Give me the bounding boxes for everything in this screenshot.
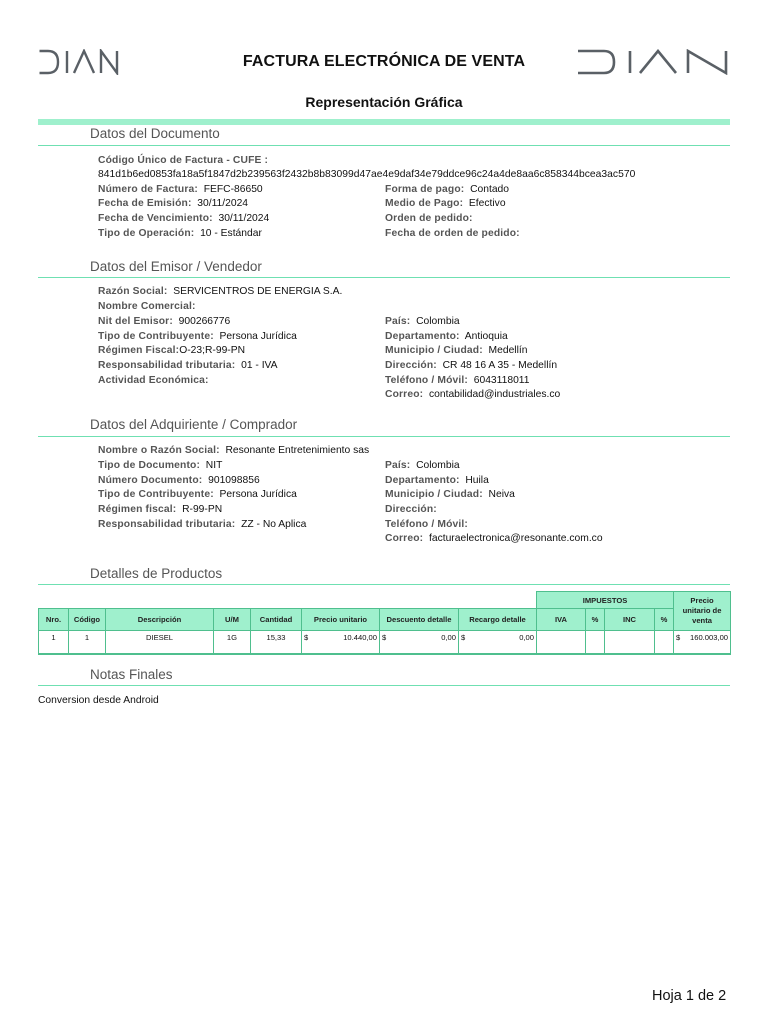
table-row bbox=[39, 631, 731, 644]
header-precio-venta: Precio unitario de venta bbox=[674, 592, 731, 631]
fecha-vencimiento: Fecha de Vencimiento: 30/11/2024 bbox=[98, 213, 270, 224]
col-header-descuento: Descuento detalle bbox=[380, 609, 459, 631]
orden-pedido: Orden de pedido: bbox=[385, 213, 473, 224]
fecha-orden-pedido: Fecha de orden de pedido: bbox=[385, 228, 520, 239]
emisor-municipio: Municipio / Ciudad: Medellín bbox=[385, 345, 528, 356]
col-header-cantidad: Cantidad bbox=[251, 609, 302, 631]
adquiriente-tipo-documento: Tipo de Documento: NIT bbox=[98, 460, 223, 471]
forma-pago: Forma de pago: Contado bbox=[385, 184, 510, 195]
cell-precio-venta: $ 160.003,00 bbox=[674, 631, 731, 644]
emisor-nit: Nit del Emisor: 900266776 bbox=[98, 316, 231, 327]
section-rule bbox=[38, 277, 730, 278]
section-rule bbox=[38, 685, 730, 686]
adquiriente-telefono: Teléfono / Móvil: bbox=[385, 519, 469, 530]
adquiriente-tipo-contribuyente: Tipo de Contribuyente: Persona Jurídica bbox=[98, 489, 297, 500]
col-header-iva: IVA bbox=[537, 609, 586, 631]
col-header-nro: Nro. bbox=[39, 609, 69, 631]
emisor-responsabilidad: Responsabilidad tributaria: 01 - IVA bbox=[98, 360, 278, 371]
cell-um: 1G bbox=[214, 631, 251, 644]
col-header-um: U/M bbox=[214, 609, 251, 631]
section-band bbox=[38, 119, 730, 125]
emisor-actividad: Actividad Económica: bbox=[98, 375, 209, 386]
products-table bbox=[38, 591, 731, 655]
cufe-label: Código Único de Factura - CUFE : bbox=[98, 155, 269, 166]
cell-inc bbox=[605, 631, 655, 644]
emisor-regimen-fiscal: Régimen Fiscal:O-23;R-99-PN bbox=[98, 345, 246, 356]
adquiriente-direccion: Dirección: bbox=[385, 504, 437, 515]
emisor-direccion: Dirección: CR 48 16 A 35 - Medellín bbox=[385, 360, 558, 371]
emisor-tipo-contribuyente: Tipo de Contribuyente: Persona Jurídica bbox=[98, 331, 297, 342]
adquiriente-correo: Correo: facturaelectronica@resonante.com.co bbox=[385, 533, 603, 544]
section-title-documento: Datos del Documento bbox=[90, 126, 220, 141]
adquiriente-responsabilidad: Responsabilidad tributaria: ZZ - No Aplica bbox=[98, 519, 307, 530]
document-subtitle: Representación Gráfica bbox=[305, 94, 463, 110]
cell-descuento: $ 0,00 bbox=[380, 631, 459, 644]
section-title-emisor: Datos del Emisor / Vendedor bbox=[90, 259, 262, 274]
section-title-productos: Detalles de Productos bbox=[90, 566, 223, 581]
emisor-departamento: Departamento: Antioquia bbox=[385, 331, 508, 342]
section-title-adquiriente: Datos del Adquiriente / Comprador bbox=[90, 417, 298, 432]
cell-nro: 1 bbox=[39, 631, 69, 644]
notes-text: Conversion desde Android bbox=[38, 695, 159, 706]
cell-inc-pct bbox=[655, 631, 674, 644]
medio-pago: Medio de Pago: Efectivo bbox=[385, 198, 506, 209]
adquiriente-municipio: Municipio / Ciudad: Neiva bbox=[385, 489, 515, 500]
emisor-telefono: Teléfono / Móvil: 6043118011 bbox=[385, 375, 530, 386]
col-header-recargo: Recargo detalle bbox=[459, 609, 537, 631]
col-header-inc: INC bbox=[605, 609, 655, 631]
emisor-pais: País: Colombia bbox=[385, 316, 460, 327]
section-title-notas: Notas Finales bbox=[90, 667, 173, 682]
cell-iva-pct bbox=[586, 631, 605, 644]
cufe-value: 841d1b6ed0853fa18a5f1847d2b239563f2432b8b83099d47ae4e9daf34e79ddce96c24a4de8aa6c858344bcea3ac570 bbox=[98, 169, 636, 180]
document-title: FACTURA ELECTRÓNICA DE VENTA bbox=[242, 53, 526, 70]
adquiriente-nombre: Nombre o Razón Social: Resonante Entretenimiento sas bbox=[98, 445, 370, 456]
section-rule bbox=[38, 584, 730, 585]
cell-codigo: 1 bbox=[69, 631, 106, 644]
emisor-nombre-comercial: Nombre Comercial: bbox=[98, 301, 196, 312]
tipo-operacion: Tipo de Operación: 10 - Estándar bbox=[98, 228, 262, 239]
section-rule bbox=[38, 145, 730, 146]
col-header-precio-unitario: Precio unitario bbox=[302, 609, 380, 631]
adquiriente-numero-documento: Número Documento: 901098856 bbox=[98, 475, 260, 486]
emisor-razon-social: Razón Social: SERVICENTROS DE ENERGIA S.A. bbox=[98, 286, 343, 297]
adquiriente-departamento: Departamento: Huila bbox=[385, 475, 489, 486]
fecha-emision: Fecha de Emisión: 30/11/2024 bbox=[98, 198, 249, 209]
emisor-correo: Correo: contabilidad@industriales.co bbox=[385, 389, 561, 400]
col-header-descripcion: Descripción bbox=[106, 609, 214, 631]
numero-factura: Número de Factura: FEFC-86650 bbox=[98, 184, 263, 195]
page-number: Hoja 1 de 2 bbox=[652, 988, 727, 1004]
col-header-inc-pct: % bbox=[655, 609, 674, 631]
col-header-iva-pct: % bbox=[586, 609, 605, 631]
section-rule bbox=[38, 436, 730, 437]
cell-recargo: $ 0,00 bbox=[459, 631, 537, 644]
cell-descripcion: DIESEL bbox=[106, 631, 214, 644]
adquiriente-pais: País: Colombia bbox=[385, 460, 460, 471]
col-header-codigo: Código bbox=[69, 609, 106, 631]
cell-iva bbox=[537, 631, 586, 644]
cell-cantidad: 15,33 bbox=[251, 631, 302, 644]
adquiriente-regimen: Régimen fiscal: R-99-PN bbox=[98, 504, 223, 515]
header-impuestos: IMPUESTOS bbox=[537, 592, 674, 609]
cell-precio-unitario: $ 10.440,00 bbox=[302, 631, 380, 644]
